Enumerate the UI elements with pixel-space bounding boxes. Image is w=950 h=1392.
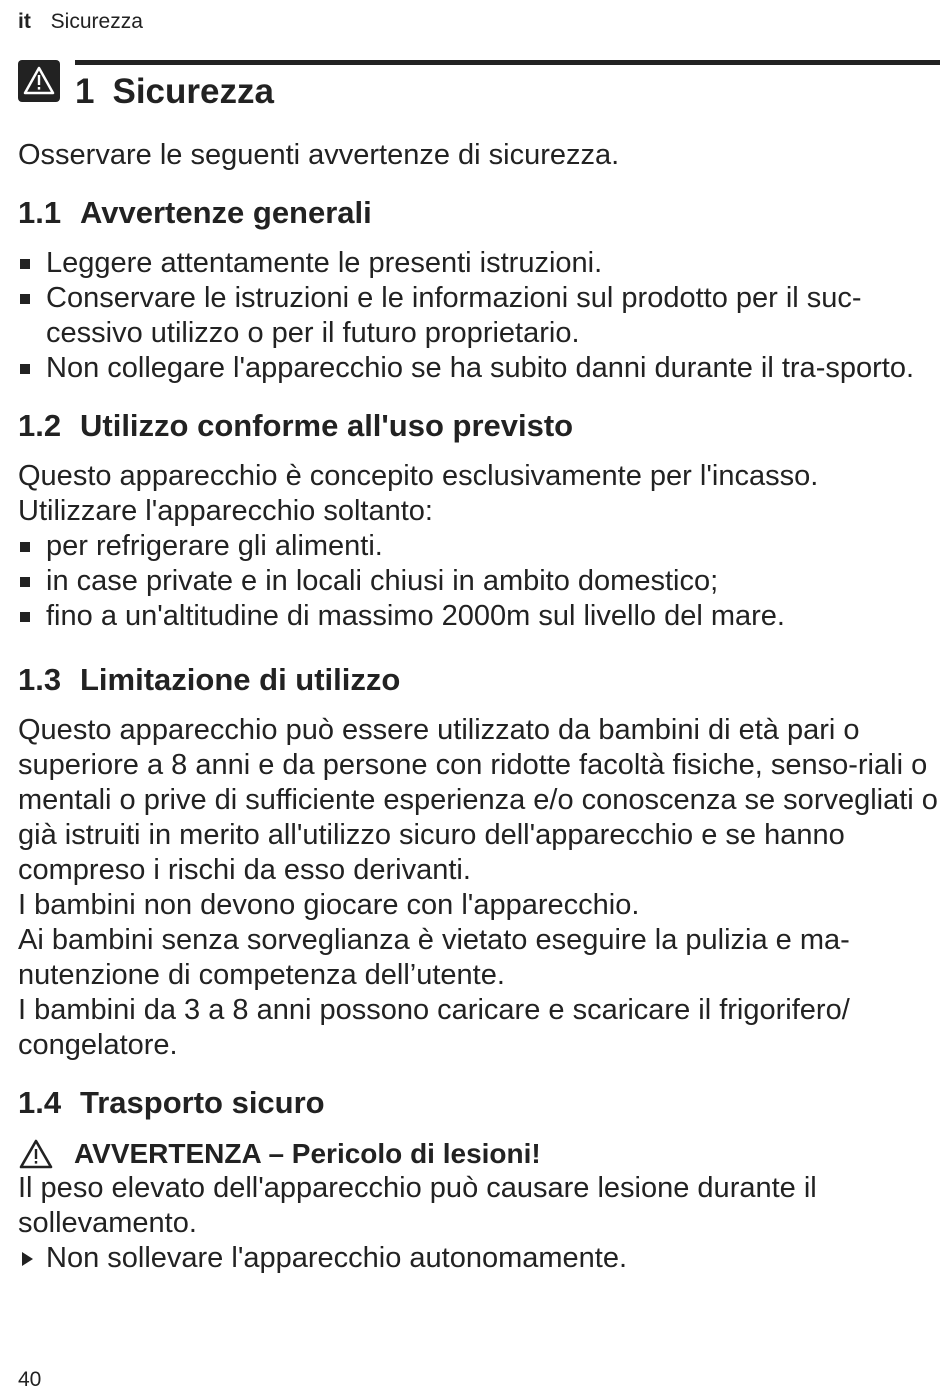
- list-item: Leggere attentamente le presenti istruzioni.: [18, 246, 938, 281]
- section-heading: [18, 408, 938, 444]
- section-heading: [18, 1085, 938, 1121]
- list-item: per refrigerare gli alimenti.: [18, 529, 938, 564]
- section-number: 1.4: [18, 1085, 62, 1120]
- warning-triangle-icon: [18, 1138, 54, 1170]
- paragraph: Questo apparecchio può essere utilizzato da bambini di età pari o superiore a 8 anni e da persone con ridotte facoltà fisiche, senso-riali o mentali o prive di sufficiente esperienza e/o conoscenza se sorvegliati o già istruiti in merito all'utilizzo sicuro dell'apparecchio e se hanno compreso i rischi da esso derivanti.: [18, 714, 938, 886]
- section-title: Trasporto sicuro: [80, 1085, 325, 1120]
- title-text: Sicurezza: [112, 72, 274, 111]
- page-title: [75, 72, 274, 112]
- list-item: Conservare le istruzioni e le informazioni sul prodotto per il suc-cessivo utilizzo o per il futuro proprietario.: [18, 281, 938, 351]
- warning-text: AVVERTENZA – Pericolo di lesioni!: [74, 1138, 541, 1169]
- section-number: 1.1: [18, 195, 62, 230]
- running-header: [18, 10, 143, 34]
- paragraph: I bambini da 3 a 8 anni possono caricare e scaricare il frigorifero/ congelatore.: [18, 994, 850, 1061]
- paragraph: I bambini non devono giocare con l'apparecchio.: [18, 889, 640, 921]
- bullet-list: [18, 529, 938, 634]
- list-item: in case private e in locali chiusi in ambito domestico;: [18, 564, 938, 599]
- warning-heading: [18, 1136, 938, 1171]
- section-number: 1.3: [18, 662, 62, 697]
- list-item: Non collegare l'apparecchio se ha subito danni durante il tra-sporto.: [18, 351, 938, 386]
- list-item: fino a un'altitudine di massimo 2000m sul livello del mare.: [18, 599, 938, 634]
- section-title: Limitazione di utilizzo: [80, 662, 401, 697]
- section-title: Avvertenze generali: [80, 195, 372, 230]
- language-code: it: [18, 10, 31, 33]
- section-heading: [18, 195, 938, 231]
- section-heading: [18, 662, 938, 698]
- paragraph: Ai bambini senza sorveglianza è vietato eseguire la pulizia e ma-nutenzione di competenza dell’utente.: [18, 924, 850, 991]
- paragraph: Questo apparecchio è concepito esclusivamente per l'incasso.: [18, 460, 819, 492]
- section-number: 1.2: [18, 408, 62, 443]
- page-number: 40: [18, 1368, 42, 1391]
- paragraph: Il peso elevato dell'apparecchio può causare lesione durante il sollevamento.: [18, 1172, 817, 1239]
- header-section: Sicurezza: [50, 10, 143, 33]
- warning-box-icon: [18, 60, 60, 102]
- instruction-step: Non sollevare l'apparecchio autonomamente.: [18, 1241, 938, 1276]
- bullet-list: [18, 246, 938, 386]
- document-body: [18, 138, 938, 1276]
- paragraph: Utilizzare l'apparecchio soltanto:: [18, 495, 433, 527]
- header-rule: [75, 60, 940, 65]
- intro-paragraph: Osservare le seguenti avvertenze di sicurezza.: [18, 139, 620, 171]
- title-number: 1: [75, 72, 95, 111]
- section-title: Utilizzo conforme all'uso previsto: [80, 408, 574, 443]
